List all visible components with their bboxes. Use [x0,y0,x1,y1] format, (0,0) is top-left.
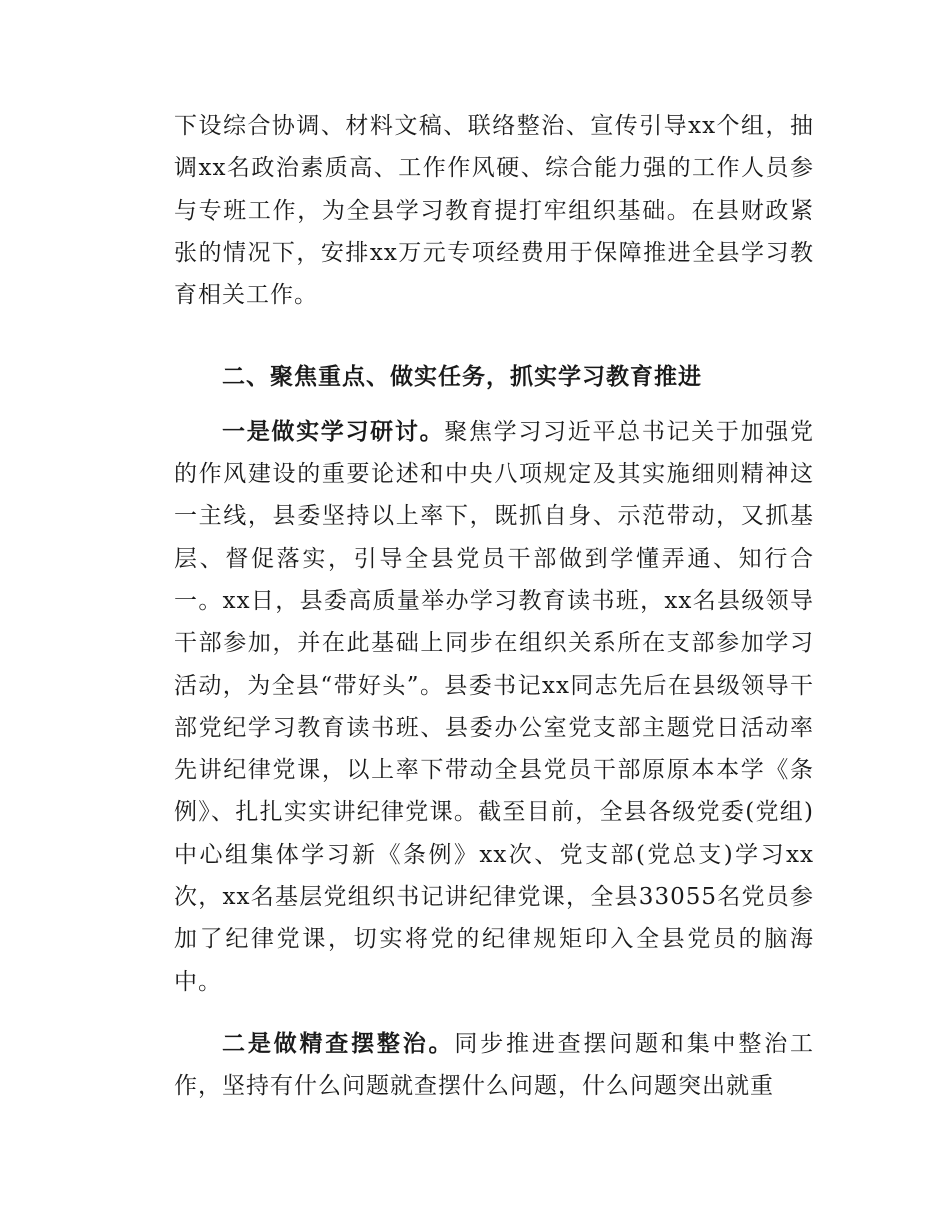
paragraph-rectification-body: 同步推进查摆问题和集中整治工作，坚持有什么问题就查摆什么问题，什么问题突出就重 [174,1030,815,1100]
paragraph-gap [174,1003,814,1023]
paragraph-organization-text: 下设综合协调、材料文稿、联络整治、宣传引导xx个组，抽调xx名政治素质高、工作作风硬、综合能力强的工作人员参与专班工作，为全县学习教育提打牢组织基础。在县财政紧张的情况下，安排xx万元专项经费用于保障推进全县学习教育相关工作。 [174,113,814,309]
paragraph-rectification-lead: 二是做精查摆整治。 [222,1030,455,1057]
document-body [174,105,814,1108]
paragraph-rectification [174,1023,814,1108]
paragraph-study-discussion [174,411,814,1003]
paragraph-organization [174,105,814,316]
paragraph-gap [174,316,814,336]
paragraph-study-discussion-body: 聚焦学习习近平总书记关于加强党的作风建设的重要论述和中央八项规定及其实施细则精神这一主线，县委坚持以上率下，既抓自身、示范带动，又抓基层、督促落实，引导全县党员干部做到学懂弄通、知行合一。xx日，县委高质量举办学习教育读书班，xx名县级领导干部参加，并在此基础上同步在组织关系所在支部参加学习活动，为全县“带好头”。县委书记xx同志先后在县级领导干部党纪学习教育读书班、县委办公室党支部主题党日活动率先讲纪律党课，以上率下带动全县党员干部原原本本学《条例》、扎扎实实讲纪律党课。截至目前，全县各级党委(党组)中心组集体学习新《条例》xx次、党支部(党总支)学习xx次，xx名基层党组织书记讲纪律党课，全县33055名党员参加了纪律党课，切实将党的纪律规矩印入全县党员的脑海中。 [174,418,815,995]
section-heading-2: 二、聚焦重点、做实任务，抓实学习教育推进 [222,364,702,391]
paragraph-study-discussion-lead: 一是做实学习研讨。 [222,418,445,445]
